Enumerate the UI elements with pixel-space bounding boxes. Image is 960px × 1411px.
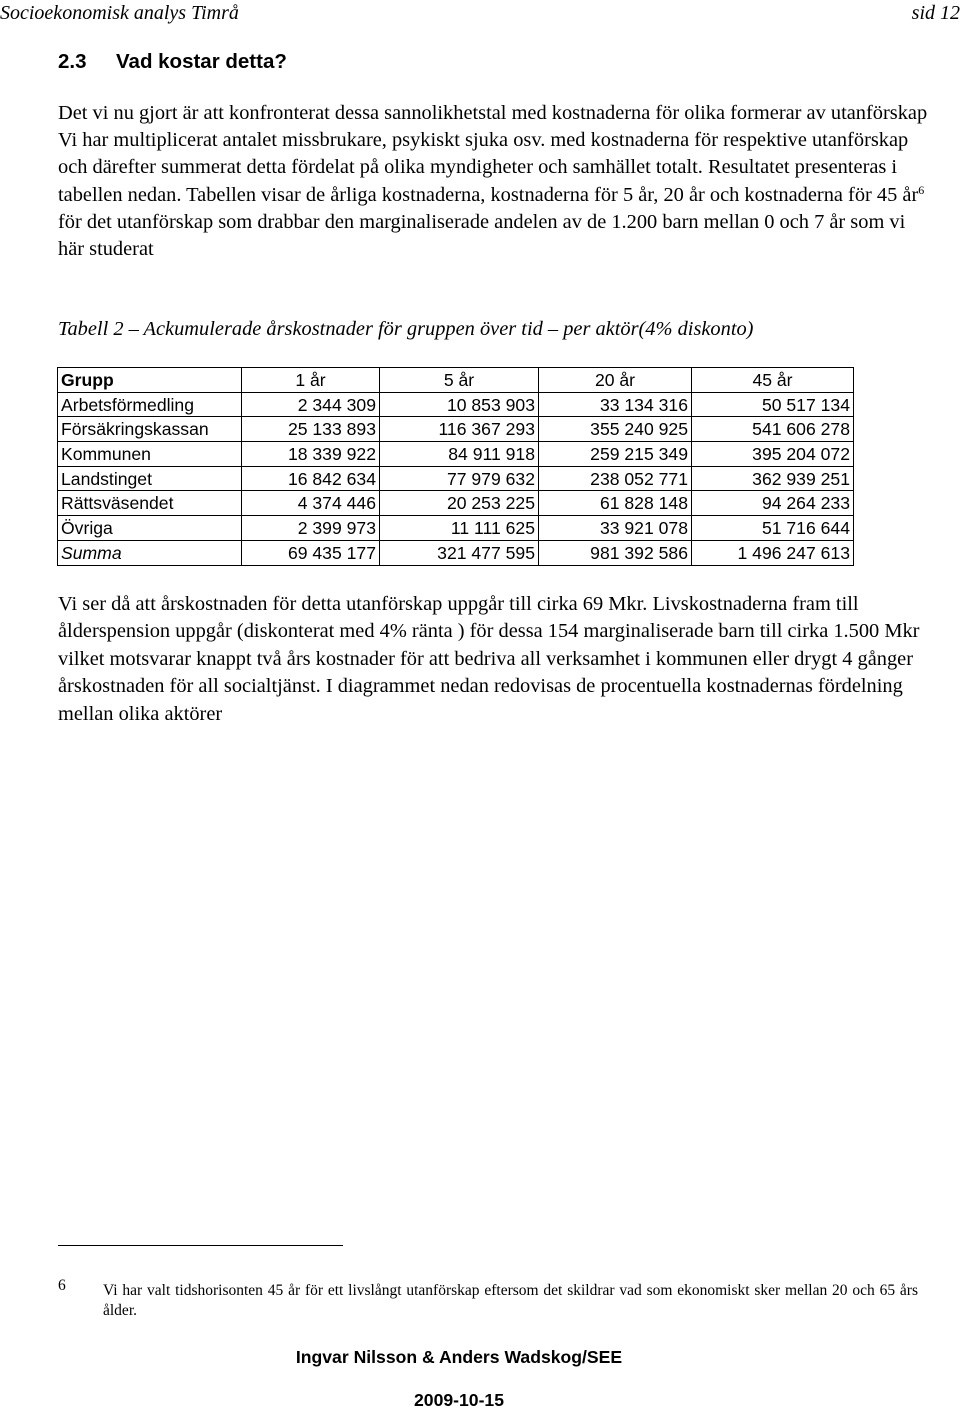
table-row [58, 491, 854, 516]
table-cell: 362 939 251 [692, 466, 854, 491]
table-cell: 259 215 349 [539, 442, 692, 467]
table-cell: 981 392 586 [539, 540, 692, 565]
column-header-5yr: 5 år [380, 368, 539, 393]
row-label: Kommunen [58, 442, 242, 467]
intro-text-continued: för det utanförskap som drabbar den marginaliserade andelen av de 1.200 barn mellan 0 och 7 år som vi här studerat [58, 210, 906, 261]
table-cell: 321 477 595 [380, 540, 539, 565]
footnote-number: 6 [58, 1277, 66, 1294]
table-caption: Tabell 2 – Ackumulerade årskostnader för gruppen över tid – per aktör(4% diskonto) [58, 318, 754, 340]
table-row [58, 417, 854, 442]
table-cell: 33 921 078 [539, 516, 692, 541]
table-cell: 1 496 247 613 [692, 540, 854, 565]
cost-table [57, 367, 854, 566]
table-row [58, 442, 854, 467]
table-cell: 11 111 625 [380, 516, 539, 541]
column-header-20yr: 20 år [539, 368, 692, 393]
row-label: Försäkringskassan [58, 417, 242, 442]
table-cell: 20 253 225 [380, 491, 539, 516]
page-number: sid 12 [911, 2, 960, 24]
table-cell: 2 344 309 [242, 392, 380, 417]
table-cell: 238 052 771 [539, 466, 692, 491]
table-cell: 355 240 925 [539, 417, 692, 442]
intro-text: Det vi nu gjort är att konfronterat dessa sannolikhetstal med kostnaderna för olika formerar av utanförskap Vi har multiplicerat antalet missbrukare, psykiskt sjuka osv. med kostnaderna för respektive utanförskap och därefter summerat detta fördelat på olika myndigheter och samhället totalt. Resultatet presenteras i tabellen nedan. Tabellen visar de årliga kostnaderna, kostnaderna för 5 år, 20 år och kostnaderna för 45 år [58, 102, 928, 206]
table-cell: 10 853 903 [380, 392, 539, 417]
column-header-1yr: 1 år [242, 368, 380, 393]
table-row [58, 466, 854, 491]
section-number: 2.3 [58, 50, 87, 73]
row-label: Rättsväsendet [58, 491, 242, 516]
table-total-row [58, 540, 854, 565]
table-cell: 116 367 293 [380, 417, 539, 442]
footnote-reference: 6 [918, 182, 925, 197]
table-row [58, 516, 854, 541]
column-header-45yr: 45 år [692, 368, 854, 393]
table-cell: 395 204 072 [692, 442, 854, 467]
row-label: Övriga [58, 516, 242, 541]
row-label: Landstinget [58, 466, 242, 491]
row-label-total: Summa [58, 540, 242, 565]
table-cell: 94 264 233 [692, 491, 854, 516]
table-cell: 33 134 316 [539, 392, 692, 417]
table-cell: 16 842 634 [242, 466, 380, 491]
footer-authors: Ingvar Nilsson & Anders Wadskog/SEE [295, 1347, 623, 1367]
row-label: Arbetsförmedling [58, 392, 242, 417]
table-cell: 50 517 134 [692, 392, 854, 417]
table-row [58, 392, 854, 417]
section-title: Vad kostar detta? [116, 50, 287, 73]
table-cell: 2 399 973 [242, 516, 380, 541]
table-cell: 84 911 918 [380, 442, 539, 467]
table-cell: 4 374 446 [242, 491, 380, 516]
table-cell: 18 339 922 [242, 442, 380, 467]
table-header-row [58, 368, 854, 393]
column-header-group: Grupp [58, 368, 242, 393]
table-cell: 69 435 177 [242, 540, 380, 565]
footer-date: 2009-10-15 [414, 1390, 504, 1410]
table-cell: 61 828 148 [539, 491, 692, 516]
footnote-text: Vi har valt tidshorisonten 45 år för ett livslångt utanförskap eftersom det skildrar vad som ekonomiskt sker mellan 20 och 65 års ålder. [103, 1282, 918, 1319]
running-header-title: Socioekonomisk analys Timrå [0, 2, 239, 24]
table-cell: 541 606 278 [692, 417, 854, 442]
table-cell: 77 979 632 [380, 466, 539, 491]
intro-paragraph [58, 100, 928, 263]
table-cell: 51 716 644 [692, 516, 854, 541]
summary-paragraph: Vi ser då att årskostnaden för detta utanförskap uppgår till cirka 69 Mkr. Livskostnaderna fram till ålderspension uppgår (diskonterat med 4% ränta ) för dessa 154 marginaliserade barn till cirka 1.500 Mkr vilket motsvarar knappt två års kostnader för att bedriva all verksamhet i kommunen eller drygt 4 gånger årskostnaden för all socialtjänst. I diagrammet nedan redovisas de procentuella kostnadernas fördelning mellan olika aktörer [58, 593, 920, 725]
section-heading [58, 49, 287, 75]
footnote-separator [58, 1245, 343, 1246]
table-cell: 25 133 893 [242, 417, 380, 442]
